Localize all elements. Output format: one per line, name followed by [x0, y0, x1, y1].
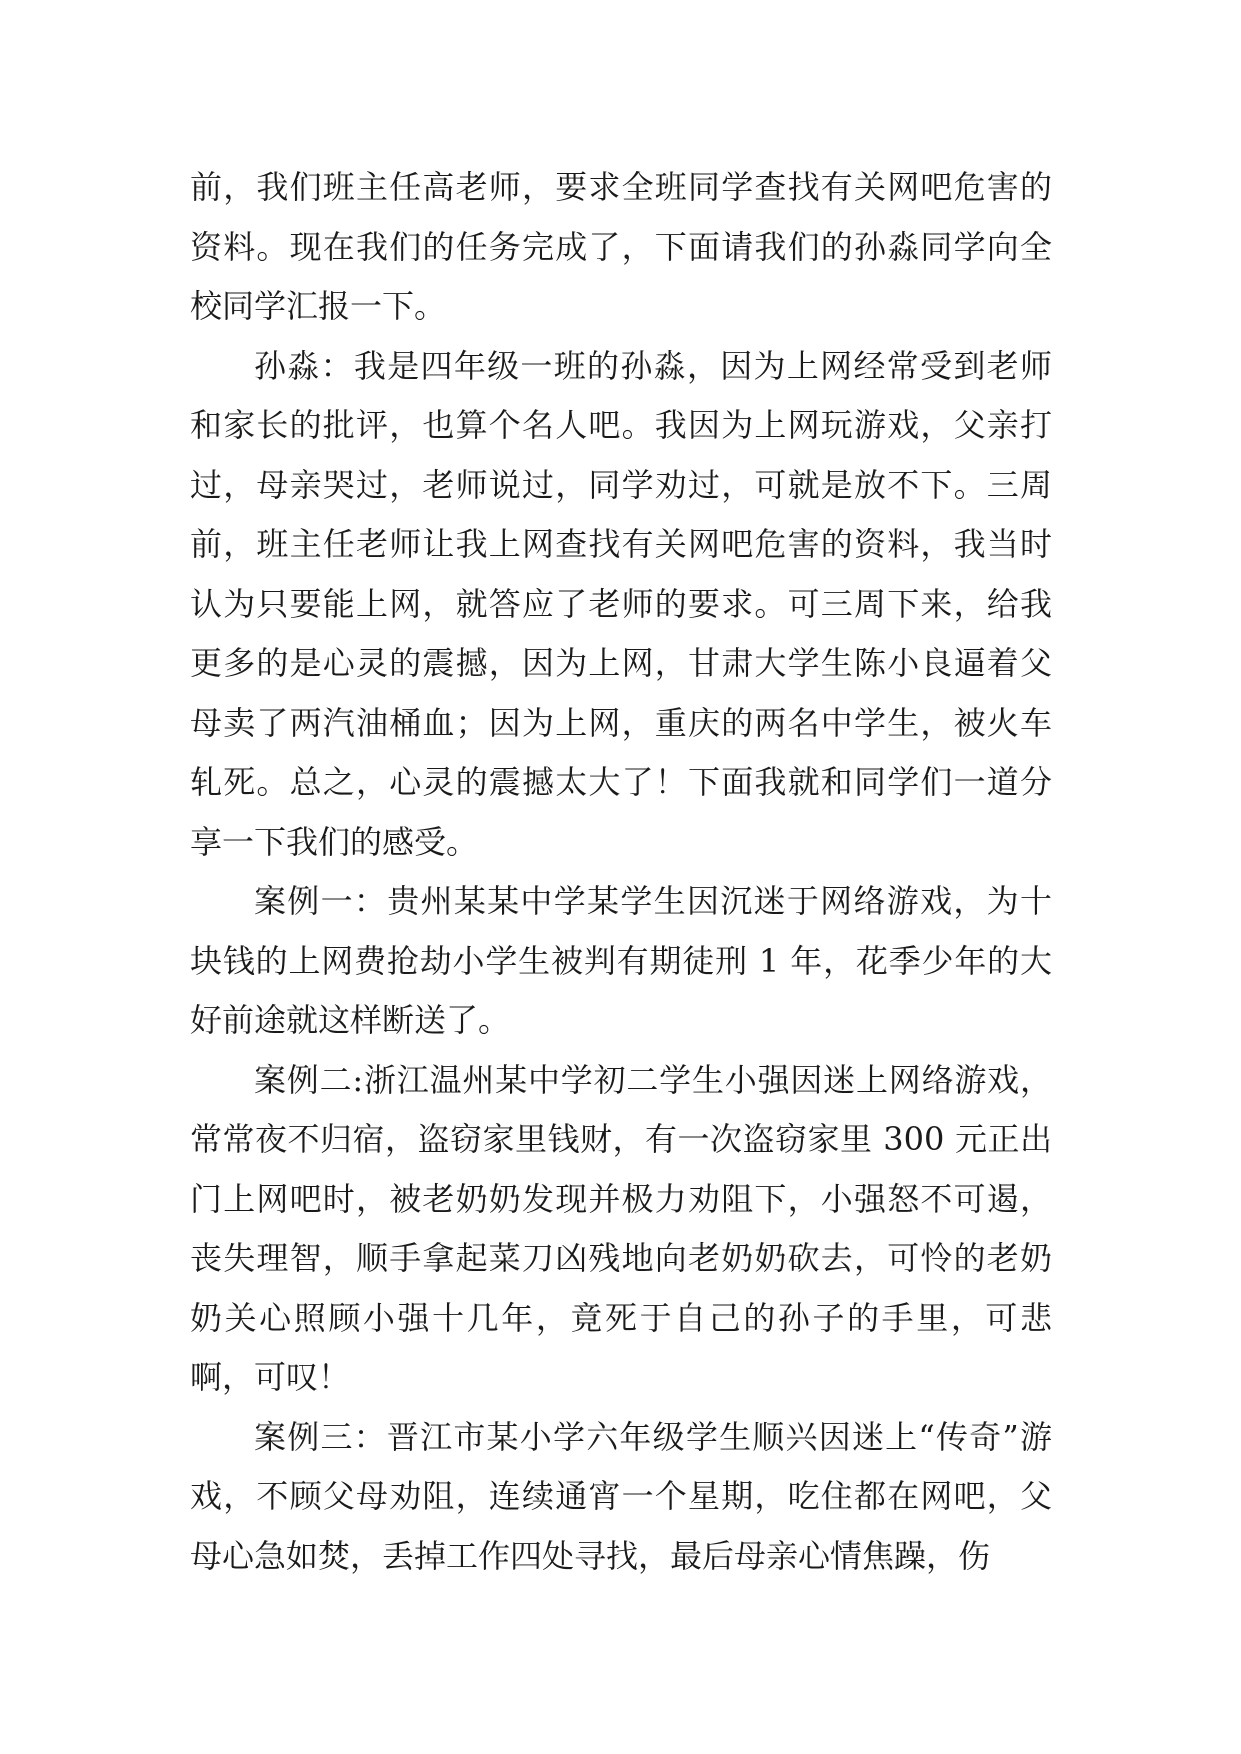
paragraph-case-two: 案例二:浙江温州某中学初二学生小强因迷上网络游戏，常常夜不归宿，盗窃家里钱财，有一次盗窃家里 300 元正出门上网吧时，被老奶奶发现并极力劝阻下，小强怒不可遏，丧失理智，顺手拿起菜刀凶残地向老奶奶砍去，可怜的老奶奶关心照顾小强十几年，竟死于自己的孙子的手里，可悲啊，可叹！: [190, 1060, 1052, 1396]
paragraph-continuation: 前，我们班主任高老师，要求全班同学查找有关网吧危害的资料。现在我们的任务完成了，下面请我们的孙淼同学向全校同学汇报一下。: [190, 168, 1052, 325]
paragraph-case-three: 案例三：晋江市某小学六年级学生顺兴因迷上“传奇”游戏，不顾父母劝阻，连续通宵一个星期，吃住都在网吧，父母心急如焚，丢掉工作四处寻找，最后母亲心情焦躁，伤: [190, 1417, 1052, 1575]
paragraph-case-one: 案例一：贵州某某中学某学生因沉迷于网络游戏，为十块钱的上网费抢劫小学生被判有期徒刑 1 年，花季少年的大好前途就这样断送了。: [190, 882, 1052, 1039]
document-body: [190, 158, 1052, 1586]
paragraph-sunmiao-report: 孙淼：我是四年级一班的孙淼，因为上网经常受到老师和家长的批评，也算个名人吧。我因为上网玩游戏，父亲打过，母亲哭过，老师说过，同学劝过，可就是放不下。三周前，班主任老师让我上网查找有关网吧危害的资料，我当时认为只要能上网，就答应了老师的要求。可三周下来，给我更多的是心灵的震撼，因为上网，甘肃大学生陈小良逼着父母卖了两汽油桶血；因为上网，重庆的两名中学生，被火车轧死。总之，心灵的震撼太大了！下面我就和同学们一道分享一下我们的感受。: [190, 346, 1052, 861]
